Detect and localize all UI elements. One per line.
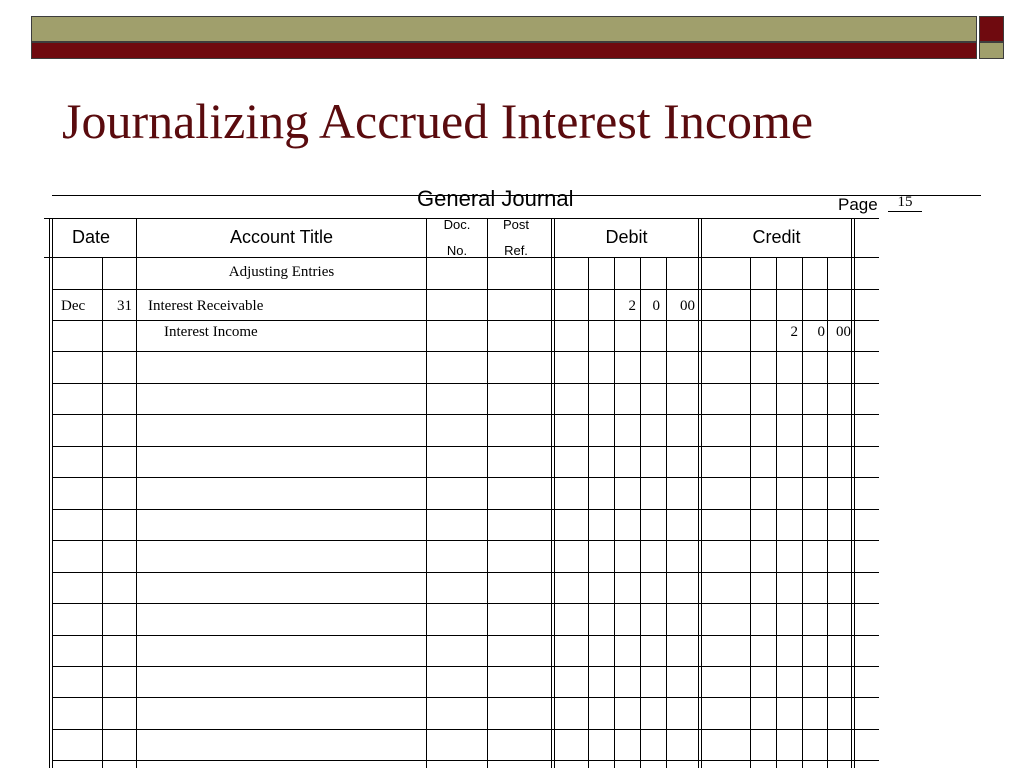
row-2-debit-tens: 0 [652,298,660,314]
header-account-title: Account Title [229,227,334,247]
journal-title: General Journal [417,186,574,211]
header-doc-bottom: No. [446,243,468,258]
header-doc-top: Doc. [443,217,471,232]
row-3-credit-hundreds: 2 [790,324,798,340]
row-2-account: Interest Receivable [148,298,264,314]
row-3-credit-tens: 0 [817,324,825,340]
header-post-top: Post [502,217,529,232]
page-number: 15 [888,195,922,212]
row-2-debit-cents: 00 [680,298,695,314]
header-debit: Debit [605,227,648,247]
header-credit: Credit [752,227,801,247]
page-label: Page [838,195,878,214]
header-post-bottom: Ref. [504,243,528,258]
row-3-account: Interest Income [164,324,258,340]
header-date: Date [71,227,111,247]
slide-title: Journalizing Accrued Interest Income [62,93,814,149]
row-3-credit-cents: 00 [836,324,851,340]
row-2-debit-hundreds: 2 [628,298,636,314]
row-1-account: Adjusting Entries [228,264,335,280]
row-2-month: Dec [61,298,86,314]
row-2-day: 31 [117,298,132,314]
